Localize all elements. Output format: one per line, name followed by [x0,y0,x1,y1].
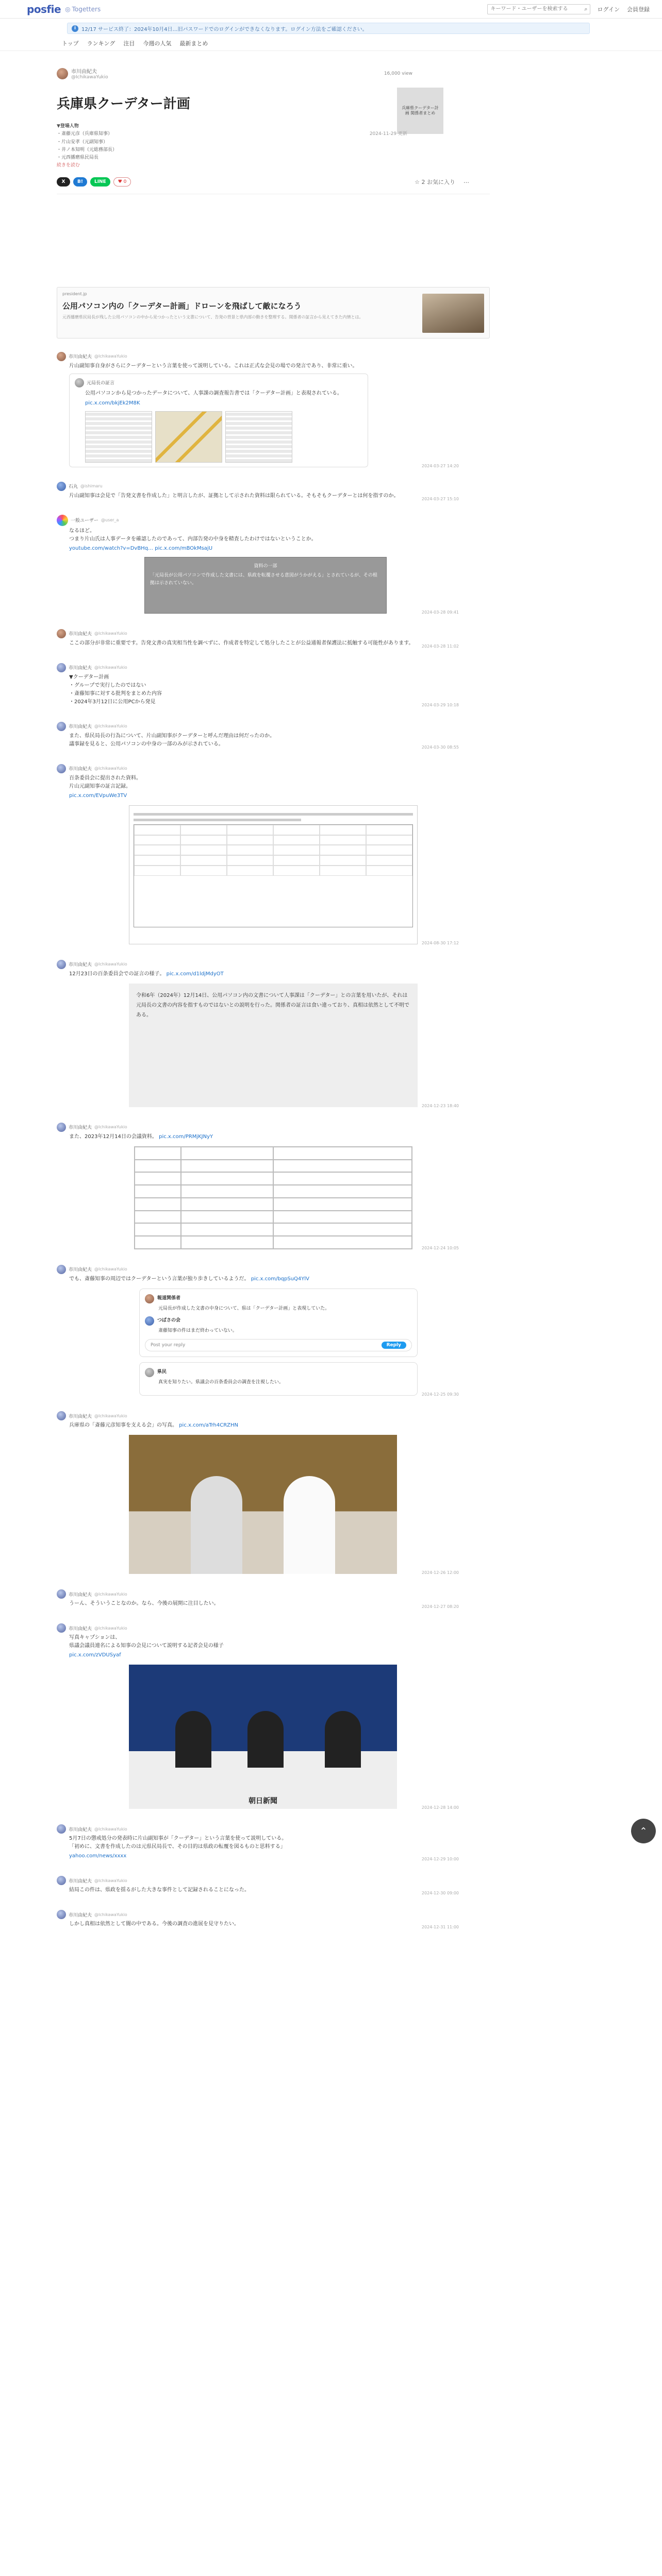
post [57,629,490,648]
post-date: 2024-12-31 11:00 [421,1925,459,1930]
post-author[interactable] [57,663,490,672]
share-x-button[interactable]: X [57,177,70,187]
document-image[interactable] [225,411,292,463]
share-line-button[interactable]: LINE [90,177,110,187]
document-image[interactable] [129,805,418,944]
post-author-id: @IchikawaYukio [94,631,127,636]
post-text: なるほど。 つまり片山氏は人事データを確認したのであって、内部告発の中身を精査したわけではないということか。 [69,528,317,542]
nav-tabs [0,36,662,51]
post-author[interactable] [57,482,490,491]
top-bar [0,0,662,19]
post-date: 2024-12-23 18:40 [421,1103,459,1108]
quote-text: 「元局長が公用パソコンで作成した文書には、県政を転覆させる意図がうかがえる」とされているが、その根拠は示されていない。 [150,573,377,586]
post [57,1123,490,1249]
post-author-name: 市川由紀夫 [69,1414,92,1419]
post-text: でも、斎藤知事の周辺ではクーデターという言葉が独り歩きしているようだ。 pic.x.com/bqpSuQ4YlV [69,1276,310,1282]
avatar [57,960,66,969]
post-date: 2024-12-24 10:05 [421,1245,459,1250]
post-date: 2024-12-29 10:00 [421,1857,459,1862]
favorite-button[interactable]: ☆ 2 お気に入り [415,178,455,185]
news-link[interactable]: yahoo.com/news/xxxx [69,1853,127,1859]
post-author-name: 市川由紀夫 [69,1912,92,1918]
post [57,1265,490,1396]
post-author-name: 市川由紀夫 [69,666,92,671]
avatar [145,1368,154,1377]
reply-box[interactable] [145,1339,412,1351]
avatar [57,663,66,672]
avatar [57,629,66,638]
signup-link[interactable]: 会員登録 [627,6,650,13]
post-date: 2024-03-29 10:18 [421,702,459,707]
post-text: ここの部分が非常に重要です。告発文書の真実相当性を調べずに、作成者を特定して処分したことが公益通報者保護法に抵触する可能性があります。 [69,640,414,646]
post-text: また、2023年12月14日の会議資料。 pic.x.com/PRMjKJNyY [69,1133,213,1140]
post-author-id: @ishimaru [80,484,103,489]
post-text: 写真キャプションは、 県議会議員連名による知事の会見について説明する記者会見の様子 [69,1635,224,1649]
post-author-name: 市川由紀夫 [69,1125,92,1131]
togetter-link[interactable]: ◎ Togetters [65,5,101,13]
article-author[interactable] [57,67,490,80]
author-id: @IchikawaYukio [71,75,108,80]
post-date: 2024-12-30 09:00 [421,1891,459,1896]
pic-link[interactable]: pic.x.com/zVDUSyaf [69,1652,121,1658]
pic-link[interactable]: pic.x.com/bkjEk2M8K [85,400,140,406]
handshake-photo[interactable] [129,1435,397,1574]
post-author-name: 市川由紀夫 [69,632,92,637]
post [57,1623,490,1809]
quote-title: 資料の一部 [254,563,277,569]
post-author[interactable] [57,1876,490,1885]
author-name: 市川由紀夫 [71,69,97,75]
post [57,482,490,500]
document-image[interactable] [85,411,152,463]
post-author-name: 市川由紀夫 [69,767,92,772]
share-row [57,177,490,187]
tweet-text: 斎藤知事の件はまだ終わっていない。 [158,1328,237,1334]
post [57,1589,490,1608]
search-wrap [487,4,590,14]
info-icon: i [72,25,78,32]
pic-link[interactable]: pic.x.com/aTrh4CRZHN [179,1422,238,1429]
card-title: 公用パソコン内の「クーデター計画」ドローンを飛ばして敵になろう [62,301,302,311]
chevron-up-icon: ⌃ [639,1825,648,1837]
avatar [57,1910,66,1919]
meta-head: ▼登場人物 [57,124,79,129]
embedded-post[interactable] [69,374,368,467]
post-author[interactable] [57,629,490,638]
card-source: president.jp [62,291,87,296]
post-author-name: 石丸 [69,484,78,490]
avatar [57,1265,66,1274]
post-author-name: 市川由紀夫 [69,354,92,360]
post-author[interactable] [57,1589,490,1599]
post-author-id: @IchikawaYukio [94,1625,127,1631]
nav-weekly[interactable]: 今週の人気 [143,40,172,47]
embed-link[interactable] [85,399,362,407]
post-author[interactable] [57,1411,490,1420]
post-author-id: @IchikawaYukio [94,1826,127,1832]
post-date: 2024-03-27 15:10 [421,496,459,501]
pic-link[interactable]: pic.x.com/bqpSuQ4YlV [251,1276,310,1282]
post-author-id: @IchikawaYukio [94,665,127,670]
page-title: 兵庫県クーデター計画 [57,96,190,112]
post-text: 結局この件は、県政を揺るがした大きな事件として記録されることになった。 [69,1887,250,1893]
post [57,515,490,614]
post-text: また、県民局長の行為について、片山副知事がクーデターと呼んだ理由は何だったのか。 議事録を見ると、公用パソコンの中身の一部のみが示されている。 [69,733,275,747]
post-date: 2024-03-28 11:02 [421,643,459,649]
post [57,1411,490,1574]
embed-images [85,411,362,463]
embed-author: 元局長の証言 [87,381,115,386]
search-icon[interactable]: ⌕ [584,5,588,12]
post-author[interactable] [57,722,490,731]
meta-line: ・斎藤元彦（兵庫県知事） [57,131,113,137]
table-image[interactable] [134,1146,412,1249]
tweet-text: 真実を知りたい。県議会の百条委員会の調査を注視したい。 [158,1379,284,1385]
avatar [57,1623,66,1633]
post-author[interactable] [57,1824,490,1834]
more-menu-button[interactable]: … [464,177,469,184]
post-author-id: @IchikawaYukio [94,1912,127,1917]
avatar [57,515,68,526]
avatar [75,378,84,387]
embedded-tweet[interactable] [139,1362,418,1396]
post-date: 2024-12-27 08:20 [421,1604,459,1609]
nav-featured[interactable]: 注目 [123,40,135,47]
embedded-tweet-thread[interactable] [139,1289,418,1357]
updated-date: 2024-11-29 更新 [369,131,407,137]
post-author-id: @IchikawaYukio [94,766,127,771]
search-input[interactable] [487,4,590,14]
post-author-name: 一般ユーザー [71,518,99,524]
post-author-id: @IchikawaYukio [94,1267,127,1272]
post-author-id: @user_a [101,518,119,523]
post-author-id: @IchikawaYukio [94,1591,127,1597]
post-author-id: @IchikawaYukio [94,1413,127,1418]
person-shape [284,1476,335,1574]
doc-line [134,813,413,816]
post [57,352,490,467]
avatar [57,1411,66,1420]
person-shape [325,1711,361,1768]
avatar [57,68,68,79]
post-text: しかし真相は依然として闇の中である。今後の調査の進展を見守りたい。 [69,1921,239,1927]
card-thumbnail [422,294,484,333]
post-text: 12月23日の百条委員会での証言の様子。 pic.x.com/d1ldjMdyOT [69,971,224,977]
post [57,1876,490,1894]
like-button[interactable]: ♥ 0 [113,177,131,187]
post-link[interactable] [69,1651,490,1659]
avatar [57,352,66,361]
avatar [57,1824,66,1834]
post-text: うーん、そういうことなのか。なら、今後の展開に注目したい。 [69,1601,219,1607]
post-author-name: 市川由紀夫 [69,1827,92,1833]
post-date: 2024-12-28 14:00 [421,1805,459,1810]
press-conference-photo[interactable] [129,1665,397,1809]
post [57,1910,490,1928]
post-author[interactable] [57,1623,490,1633]
avatar [57,722,66,731]
avatar [145,1316,154,1326]
post-date: 2024-12-26 12:00 [421,1570,459,1575]
post-author[interactable] [57,515,490,526]
avatar [57,1589,66,1599]
post-author[interactable] [57,960,490,969]
post [57,722,490,749]
view-count: 16,000 view [384,71,412,76]
post-author[interactable] [57,352,490,361]
tweet-head: 報道関係者 [145,1294,412,1303]
scroll-top-button[interactable] [631,1819,656,1843]
post-author[interactable] [57,1265,490,1274]
post-text: 片山副知事は会見で「告発文書を作成した」と明言したが、証拠として示された資料は限られている。そもそもクーデターとは何を指すのか。 [69,493,399,499]
embed-text: 公用パソコンから見つかったデータについて、人事課の調査報告書では「クーデター計画」と表現されている。 [85,390,342,396]
card-description: 元西播磨県民局長が残した公用パソコンの中から見つかったという文書について、告発の背景と県内部の動きを整理する。関係者の証言から見えてきた内情とは。 [62,314,363,319]
post-link[interactable] [69,792,490,800]
photo-caption: 朝日新聞 [249,1797,277,1806]
post-text: 片山副知事自身がさらにクーデターという言葉を使って説明している。これは正式な会見の場での発言であり、非常に重い。 [69,363,358,369]
nav-latest[interactable]: 最新まとめ [179,40,208,47]
post-author-name: 市川由紀夫 [69,1592,92,1598]
article-thumbnail: 兵庫県クーデター計画 関係者まとめ [397,88,443,134]
notice-bar[interactable] [67,23,590,34]
meta-line: ・元西播磨県民局長 [57,155,99,161]
person-shape [247,1711,284,1768]
post-author[interactable] [57,764,490,773]
posfie-logo[interactable]: posfie [27,3,61,15]
doc-table [134,824,413,927]
avatar [57,1876,66,1885]
youtube-link[interactable]: youtube.com/watch?v=DvBHq… pic.x.com/mBOkMsajU [69,545,213,551]
post-date: 2024-03-30 08:55 [421,744,459,750]
nav-top[interactable]: トップ [62,40,79,47]
post-date: 2024-03-28 09:41 [421,609,459,615]
reply-placeholder: Post your reply [151,1342,186,1348]
meta-line: ・片山安孝（元副知事） [57,139,108,145]
embed-head [75,378,362,387]
avatar [145,1294,154,1303]
avatar [57,482,66,491]
text-image[interactable]: 令和6年（2024年）12月14日、公用パソコン内の文書について人事課は「クーデター」との言葉を用いたが、それは元局長の文書の内容を指すものではないとの説明を行った。関係者の証言は食い違っており、真相は依然として不明である。 [129,984,418,1107]
meta-line: ・井ノ本知明（元総務部長） [57,147,118,152]
post-date: 2024-12-25 09:30 [421,1392,459,1397]
post-link[interactable] [69,545,490,553]
post-author-id: @IchikawaYukio [94,1878,127,1883]
post-text: ▼クーデター計画 ・グループで実行したのではない ・斎藤知事に対する批判をまとめた内容 ・2024年3月12日に公用PCから発見 [69,674,162,705]
tweet-text: 元局長が作成した文書の中身について、県は「クーデター計画」と表現していた。 [158,1306,330,1311]
article-main [57,56,490,1928]
doc-line [134,819,301,821]
by-icon: ◎ [65,5,71,13]
link-card[interactable] [57,287,490,338]
quote-image[interactable] [144,557,387,614]
post-date: 2024-03-27 14:20 [421,463,459,468]
avatar [57,764,66,773]
post [57,663,490,706]
nav-ranking[interactable]: ランキング [87,40,115,47]
pic-link[interactable]: pic.x.com/EVpuWe3TV [69,792,127,799]
post-author-id: @IchikawaYukio [94,354,127,359]
post [57,1824,490,1860]
person-shape [175,1711,211,1768]
post-author-id: @IchikawaYukio [94,962,127,967]
pic-link[interactable]: pic.x.com/d1ldjMdyOT [166,971,224,977]
post-text: 百条委員会に提出された資料。 片山元副知事の証言記録。 [69,775,141,789]
read-more-link[interactable]: 続きを読む [57,163,80,168]
post-author[interactable] [57,1910,490,1919]
post-author-name: 市川由紀夫 [69,1267,92,1273]
reply-button[interactable]: Reply [382,1342,406,1349]
pic-link[interactable]: pic.x.com/PRMjKJNyY [159,1133,213,1140]
tweet-head: 県民 [145,1368,412,1377]
notice-text: 12/17 サービス終了：2024年10月4日…旧パスワードでのログインができなくなります。ログイン方法をご確認ください。 [81,26,368,32]
post-date: 2024-08-30 17:12 [421,940,459,945]
post-text: 兵庫県の「斎藤元彦知事を支える会」の写真。 pic.x.com/aTrh4CRZHN [69,1422,238,1429]
top-links [598,5,650,13]
login-link[interactable]: ログイン [597,6,620,13]
share-hatena-button[interactable]: B! [73,177,87,187]
post [57,764,490,944]
post-author-name: 市川由紀夫 [69,724,92,730]
post-author-name: 市川由紀夫 [69,962,92,968]
avatar [57,1123,66,1132]
post-author[interactable] [57,1123,490,1132]
post-author-id: @IchikawaYukio [94,1125,127,1130]
post-text: 5月7日の懲戒処分の発表時に片山副知事が「クーデター」という言葉を使って説明している。 「初めに、文書を作成したのは元県民局長で、その目的は県政の転覆を図るものと思料する」 [69,1836,287,1850]
post-author-name: 市川由紀夫 [69,1626,92,1632]
post-author-name: 市川由紀夫 [69,1878,92,1884]
pencil-image[interactable] [155,411,222,463]
post-author-id: @IchikawaYukio [94,724,127,729]
article-actions [415,178,469,186]
person-shape [191,1476,242,1574]
post [57,960,490,1107]
tweet-head: つばさの会 [145,1316,412,1326]
